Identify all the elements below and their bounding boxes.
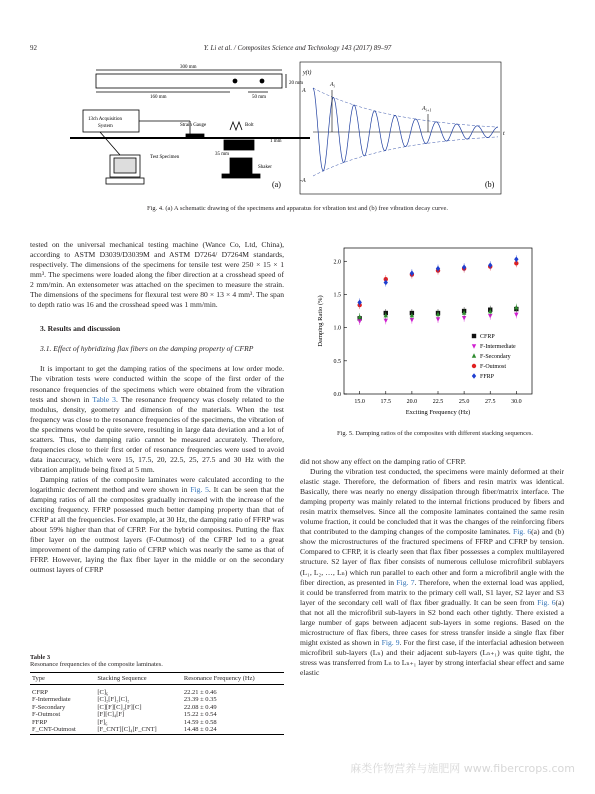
dim-35-label: 35 mm [215,152,230,157]
table-3-grid [30,672,284,735]
table-3 [30,654,284,735]
wire-3 [100,132,120,155]
table-row [30,696,284,704]
bolt-label: Bolt [245,123,254,128]
watermark: 麻类作物营养与施肥网 www.fibercrops.com [350,762,575,775]
fig4-caption: Fig. 4. (a) A schematic drawing of the specimens and apparatus for vibration test and (b) free vibration decay curve. [146,205,449,212]
x-tick-label: 30.0 [511,399,522,405]
dim-1-label: 1 mm [270,139,282,144]
fig-7-link[interactable]: Fig. 7 [396,577,415,587]
fig4-label-a: (a) [272,180,281,189]
paragraph: tested on the universal mechanical testing machine (Wance Co, Ltd, China), according to ASTM D3039/D3039M and ASTM D7264/ D7264M standards, respectively. The dimensions of the specimens for tensile test were 250 × 15 × 1 mm³. The specimens were loaded along the fiber direction at a crosshead speed of 2 mm/min. An extensometer was attached on the specimen to measure the strain. The dimensions of the specimens for flexural test were 80 × 13 × 4 mm³. The span to depth ratio was 16 and the crosshead speed was 1 mm/min. [30,240,284,310]
table-cell: F_CNT-Outmost [30,726,95,734]
table-cell: 22.08 ± 0.49 [183,703,217,711]
legend-label: F-Intermediate [480,344,516,350]
envelope-lower [313,137,498,176]
figure-5-chart [306,242,538,422]
table-cell: [C][F][C]₂[F][C] [97,703,142,711]
fig-9-link[interactable]: Fig. 9 [381,637,400,647]
fig5-caption: Fig. 5. Damping ratios of the composites with different stacking sequences. [336,430,534,437]
daq-label: 13ch Acquisition [88,117,123,122]
yt-label: y(t) [303,70,312,76]
strain-gauge-label: Strain Gauge [180,123,207,128]
table-title: Table 3 [30,654,51,661]
shaker [230,158,252,174]
legend-label: F-Outmost [480,364,507,370]
table-row [30,689,284,697]
shaker-base [222,174,260,178]
table-cell: F-Intermediate [32,696,71,704]
table-cell: F-Outmost [32,711,61,719]
page-header [30,44,565,56]
table-row [30,719,284,727]
table-subtitle: Resonance frequencies of the composite laminates. [30,661,163,668]
computer-keyboard [106,178,144,184]
clamp [224,140,254,150]
right-column [300,457,564,678]
legend-label: FFRP [480,374,495,380]
t-label: t [503,131,505,137]
specimen-label: Test Specimen [150,155,180,160]
fig-6-link[interactable]: Fig. 6 [537,597,556,607]
dim-160-label: 160 mm [150,95,167,100]
data-point [514,256,518,262]
bolt-hole-2 [260,79,264,83]
table-cell: FFRP [32,718,48,726]
dim-50-label: 50 mm [252,95,267,100]
table-cell: 15.22 ± 0.54 [183,711,217,719]
fig4-label-b: (b) [485,180,495,189]
fig-6-link[interactable]: Fig. 6 [513,527,532,537]
legend-marker [472,364,476,368]
x-tick-label: 22.5 [432,399,444,405]
table-cell: F-Secondary [32,703,66,711]
x-tick-label: 15.0 [354,399,365,405]
table-cell: CFRP [32,688,48,696]
dim-20-label: 20 mm [289,81,304,86]
journal-citation: Y. Li et al. / Composites Science and Technology 143 (2017) 89–97 [203,44,392,52]
table-cell: [C]₆ [97,688,109,696]
table-cell: [F]₆ [97,718,108,726]
fig4b-decay-curve [300,62,505,194]
legend-marker [472,344,476,348]
table-header: Stacking Sequence [95,673,182,685]
amp-A-label: A [302,88,306,94]
paragraph: It is important to get the damping ratios of the specimens at low order mode. The vibration tests were conducted within the scope of the first order of the resonance frequencies of the specimens which were obtained from the vibration tests and shown in Table 3. The resonance frequency was closely related to the modulus, density, geometry and dimension of the materials. When the test frequency was close to the resonance frequencies of the specimens, the vibration of the specimens would be quite severe, resulting in large data deviation and a lot of scatters. Thus, the damping ratio cannot be measured accurately. Therefore, frequencies close to their first order of resonance frequencies were used to avoid data inaccuracy, which were 15, 17.5, 20, 22.5, 25, 27.5 and 30 Hz with the vibration amplitude being fixed at 5 mm. [30,364,284,474]
table-cell: 23.39 ± 0.35 [183,696,217,704]
x-tick-label: 27.5 [484,399,496,405]
amp-negA-label: -A [300,178,306,184]
table-cell: [F_CNT][C]₄[F_CNT] [95,726,182,734]
legend-marker [472,373,476,379]
y-tick-label: 2.0 [333,259,341,266]
Ai1-label: $A_{i+1}$ [422,106,432,113]
table-cell: [F][C]₄[F] [97,711,125,719]
table-row [30,711,284,719]
table-row [30,704,284,712]
table-3-link[interactable]: Table 3 [92,394,116,404]
table-cell: 22.21 ± 0.46 [183,688,217,696]
envelope-upper [313,88,498,127]
bolt-spring [230,122,242,130]
table-row [30,726,284,734]
bolt-hole-1 [233,79,237,83]
shaker-label: Shaker [258,165,272,170]
y-axis-label: Damping Ratio (%) [317,295,324,347]
legend-label: CFRP [480,334,495,340]
x-tick-label: 25.0 [458,399,470,405]
table-cell: [C]₂[F]₂[C]₂ [97,696,130,704]
fig-5-link[interactable]: Fig. 5 [190,484,209,494]
specimen-top-view [96,74,282,88]
strain-gauge [186,134,204,137]
daq-label-2: System [98,124,113,129]
y-tick-label: 1.5 [333,292,341,299]
y-tick-label: 1.0 [333,325,341,332]
table-header: Resonance Frequency (Hz) [182,673,284,685]
x-axis-label: Exciting Frequency (Hz) [405,409,471,416]
figure-4 [30,60,565,200]
table-cell: 14.48 ± 0.24 [182,726,284,734]
y-tick-label: 0.0 [333,392,341,398]
table-header: Type [30,673,95,685]
table-cell: 14.59 ± 0.58 [183,718,217,726]
page-number: 92 [30,44,37,52]
dim-300-label: 300 mm [180,65,197,70]
section-heading: 3. Results and discussion [40,324,121,334]
paragraph: During the vibration test conducted, the specimens were mainly deformed at their elastic stage. Therefore, the deformation of fibers and resin matrix was identical. Basically, there was nearly no energy dissipation through fiber/matrix interface. The damping property was mainly related to the internal frictions produced by fibers and resin matrix themselves. Since all the composite laminates contained the same resin volume fraction, it could be concluded that it was the changes of the reinforcing fibers that contributed to the damping changes of the composite laminates. Fig. 6(a) and (b) show the microstructures of the fractured specimens of FFRP and CFRP by tension. Compared to CFRP, it is clearly seen that flax fiber possesses a complex multilayered structure. S2 layer of flax fiber consists of numerous cellulose microfibril sublayers (L₁, L₂, …, Lₙ) which run parallel to each other and form a microfibril angle with the fiber direction, as presented in Fig. 7. Therefore, when the external load was applied, it could be transferred from matrix to the primary cell wall, S1 layer, S2 layer and S3 layer of the secondary cell wall of flax fiber gradually. It can be seen from Fig. 6(a) that not all the microfibril sub-layers in S2 bond each other tightly. There existed a large number of gaps between adjacent sub-layers in some regions. Based on the microstructure of flax fibers, three cases for stress transfer inside a single flax fiber might existed as shown in Fig. 9. For the first case, if the interfacial adhesion between microfibril sub-layers (Lₙ) and their adjacent sub-layers (Lₙ₊₁) was quite tight, the stress was transferred from Lₙ to Lₙ₊₁ layer by strong interfacial shear effect and same elastic [300,467,565,677]
left-column [30,240,284,575]
legend-marker [472,334,476,338]
Ai-label: $A_i$ [330,82,335,89]
x-tick-label: 20.0 [406,399,418,405]
paragraph: Damping ratios of the composite laminates were calculated according to the logarithmic decrement method and were shown in Fig. 5. It can be seen that the damping ratios of all the composites gradually increased with the increase of the exciting frequency. FFRP possessed much better damping property than that of CFRP at all the frequencies. For example, at 30 Hz, the damping ratio of FFRP was about 59% higher than that of CFRP. For the hybrid composites. Putting the flax fiber layer on the outmost layers (F-Outmost) of the CFRP led to a great improvement of the damping ratio of CFRP which was nearly the same as that of FFRP. However, laying the flax fiber layer in the middle or on the secondary outmost layers of CFRP [30,474,284,575]
subsection-heading: 3.1. Effect of hybridizing flax fibers on the damping property of CFRP [40,344,254,354]
y-tick-label: 0.5 [333,358,341,365]
legend-marker [472,353,476,357]
legend-label: F-Secondary [480,354,511,360]
computer-screen [114,158,136,173]
data-point [514,313,518,317]
x-tick-label: 17.5 [380,399,392,405]
paragraph: did not show any effect on the damping ratio of CFRP. [300,457,466,466]
